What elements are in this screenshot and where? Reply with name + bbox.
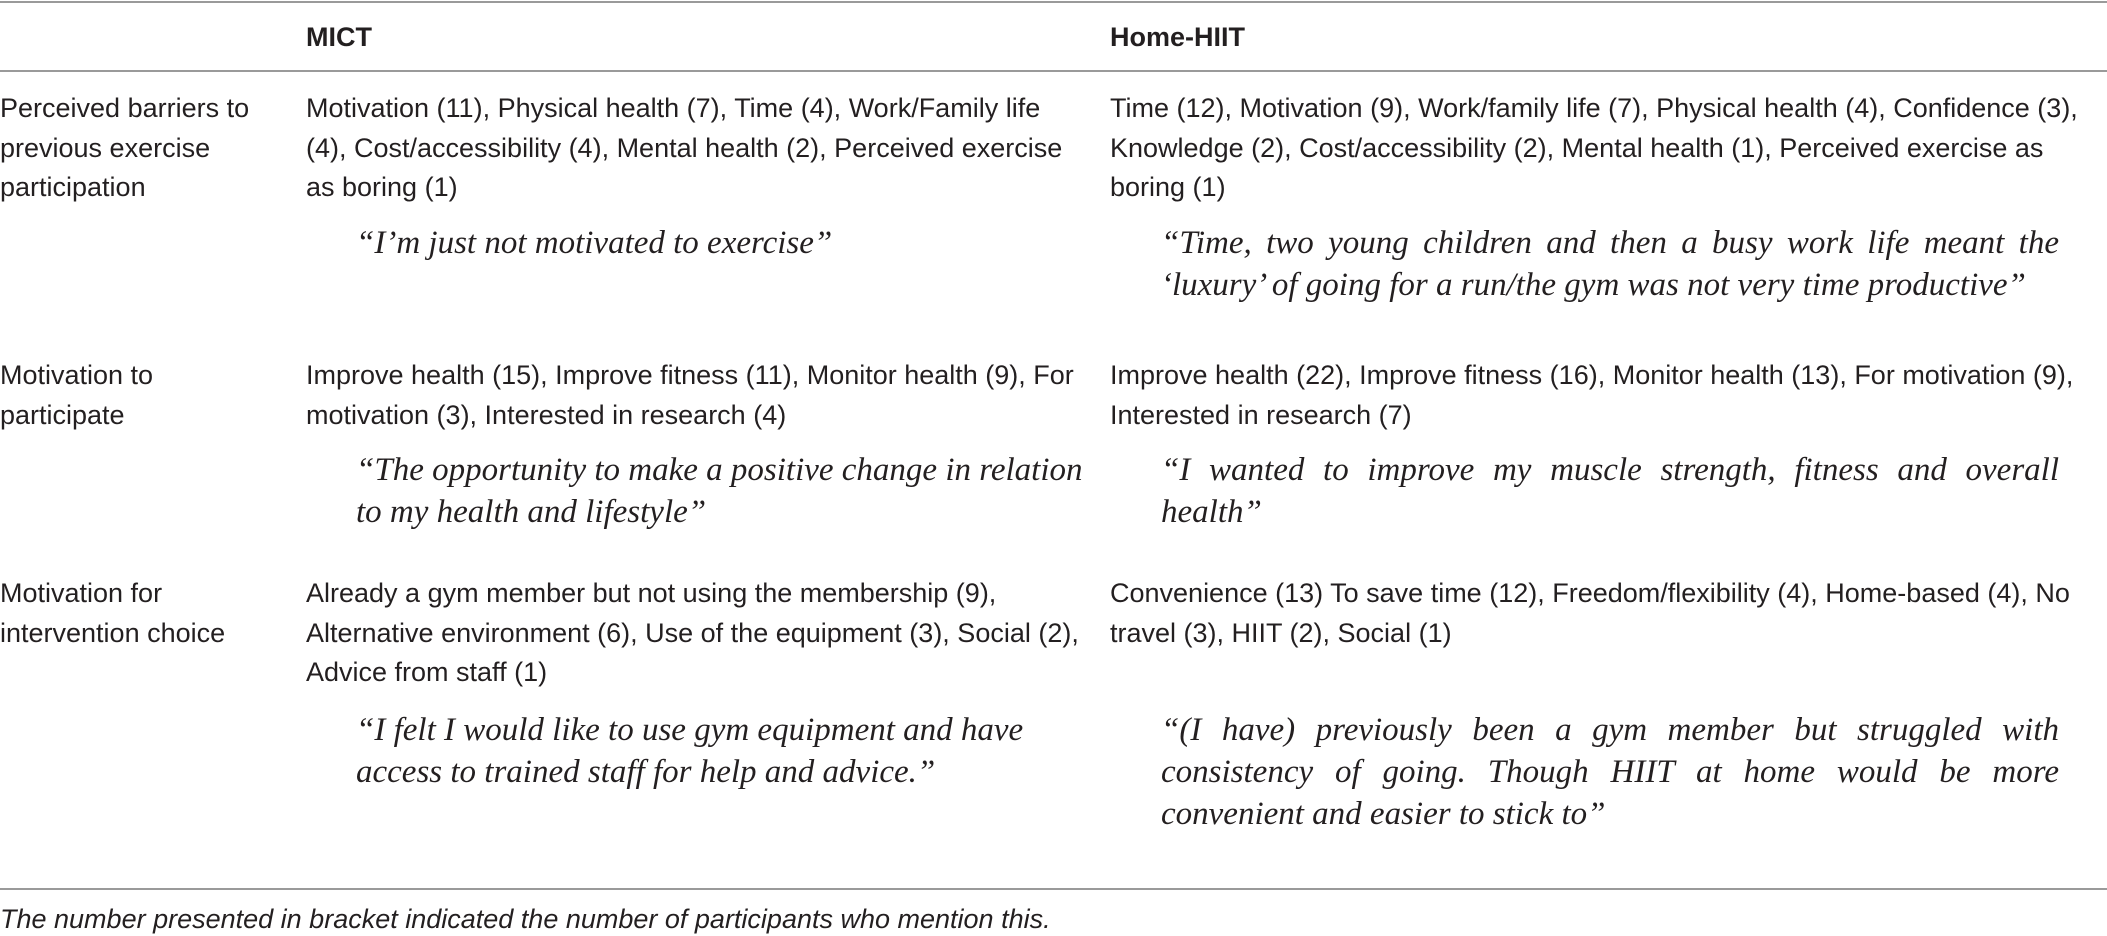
mict-barriers-quote: “I’m just not motivated to exercise” bbox=[356, 225, 833, 261]
row-label-intervention-choice: Motivation for intervention choice bbox=[0, 578, 226, 648]
column-header-home-hiit: Home-HIIT bbox=[1110, 22, 1245, 52]
table-top-rule bbox=[0, 1, 2107, 3]
row-label-perceived-barriers: Perceived barriers to previous exercise participation bbox=[0, 93, 250, 202]
mict-intervention-cell: Already a gym member but not using the membership (9), Alternative environment (6), Use of the equipment (3), Social (2), Advice from staff (1) bbox=[306, 578, 1079, 687]
hiit-motivation-cell: Improve health (22), Improve fitness (16), Monitor health (13), For motivation (9), Interested in research (7) bbox=[1110, 360, 2074, 430]
table-header-rule bbox=[0, 70, 2107, 72]
hiit-motivation-quote: “I wanted to improve my muscle strength, fitness and overall health” bbox=[1161, 452, 2059, 530]
row-label-motivation-to-participate: Motivation to participate bbox=[0, 360, 154, 430]
mict-motivation-cell: Improve health (15), Improve fitness (11), Monitor health (9), For motivation (3), Interested in research (4) bbox=[306, 360, 1074, 430]
hiit-barriers-quote: “Time, two young children and then a busy work life meant the ‘luxury’ of going for a run/the gym was not very time productive” bbox=[1161, 225, 2059, 303]
mict-barriers-cell: Motivation (11), Physical health (7), Time (4), Work/Family life (4), Cost/accessibility (4), Mental health (2), Perceived exercise as boring (1) bbox=[306, 93, 1063, 202]
hiit-barriers-cell: Time (12), Motivation (9), Work/family life (7), Physical health (4), Confidence (3), Knowledge (2), Cost/accessibility (2), Mental health (1), Perceived exercise as boring (1) bbox=[1110, 93, 2078, 202]
column-header-mict: MICT bbox=[306, 22, 372, 52]
table-footnote: The number presented in bracket indicated the number of participants who mention this. bbox=[0, 904, 1051, 934]
hiit-intervention-quote: “(I have) previously been a gym member but struggled with consistency of going. Though HIIT at home would be more convenient and easier to stick to” bbox=[1161, 712, 2059, 832]
mict-intervention-quote: “I felt I would like to use gym equipment and have access to trained staff for help and advice.” bbox=[356, 712, 1024, 790]
hiit-intervention-cell: Convenience (13) To save time (12), Freedom/flexibility (4), Home-based (4), No travel (3), HIIT (2), Social (1) bbox=[1110, 578, 2070, 648]
mict-motivation-quote: “The opportunity to make a positive change in relation to my health and lifestyle” bbox=[356, 452, 1083, 530]
table-bottom-rule bbox=[0, 888, 2107, 890]
